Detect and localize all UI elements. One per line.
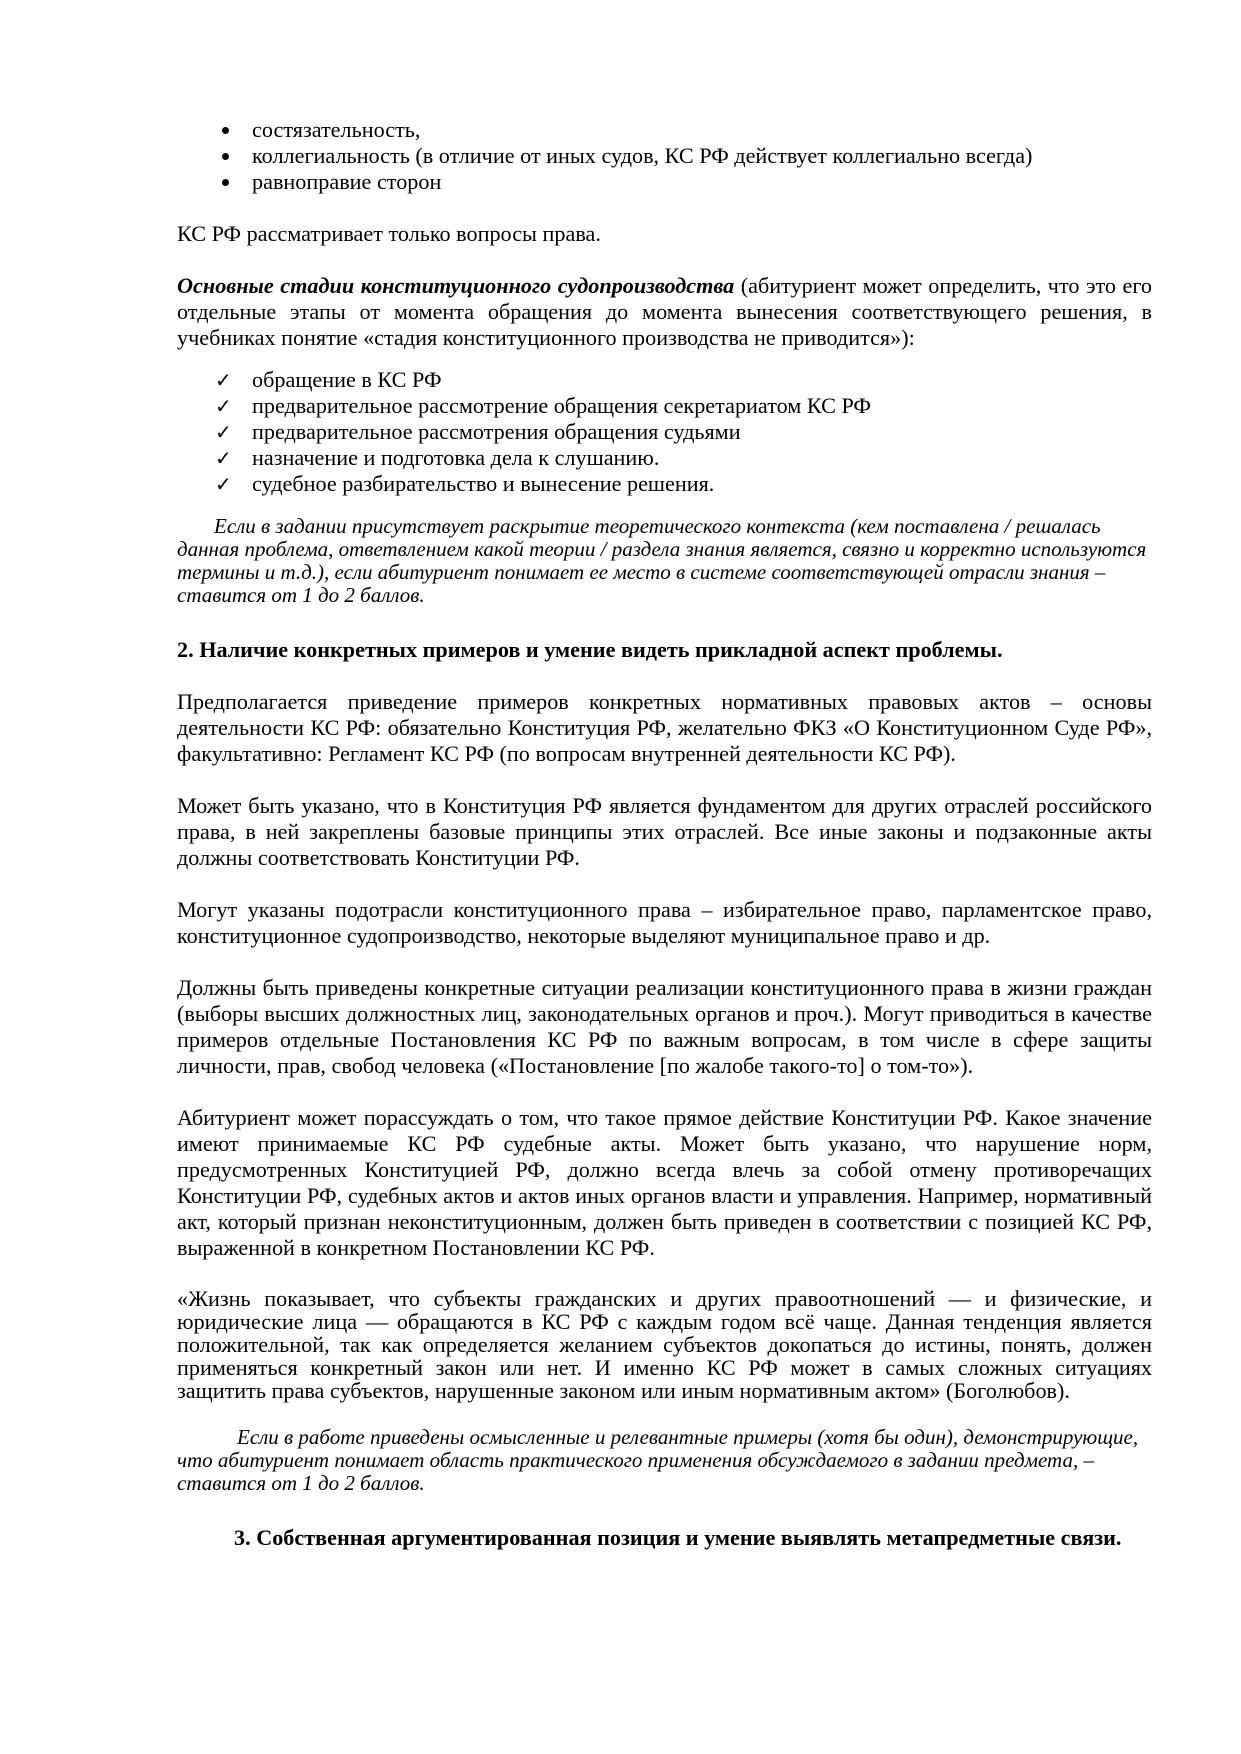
paragraph-only-law: КС РФ рассматривает только вопросы права.	[177, 221, 601, 246]
paragraph: Может быть указано, что в Конституция РФ является фундаментом для других отраслей российского права, в ней закреплены базовые принципы этих отраслей. Все иные законы и подзаконные акты должны соответствовать Конституции РФ.	[177, 793, 1152, 870]
list-item	[177, 445, 1152, 471]
paragraph: Могут указаны подотрасли конституционного права – избирательное право, парламентское право, конституционное судопроизводство, некоторые выделяют муниципальное право и др.	[177, 897, 1152, 948]
stages-list	[177, 367, 1152, 497]
list-item	[177, 169, 1152, 195]
section-heading-3: 3. Собственная аргументированная позиция и умение выявлять метапредметные связи.	[234, 1525, 1122, 1550]
list-item	[177, 143, 1152, 169]
document-body	[177, 117, 1152, 1551]
list-item	[177, 471, 1152, 497]
list-item	[177, 419, 1152, 445]
checkmark-icon: ✓	[215, 394, 232, 418]
quote-paragraph: «Жизнь показывает, что субъекты гражданских и других правоотношений — и физические, и юридические лица — обращаются в КС РФ с каждым годом всё чаще. Данная тенденция является положительной, так как определяется желанием субъектов докопаться до истины, понять, должен применяться конкретный закон или нет. И именно КС РФ может в самых сложных ситуациях защитить права субъектов, нарушенные законом или иным нормативным актом» (Боголюбов).	[177, 1286, 1152, 1403]
list-item-text: равноправие сторон	[252, 169, 442, 194]
list-item	[177, 393, 1152, 419]
list-item	[177, 117, 1152, 143]
checkmark-icon: ✓	[215, 368, 232, 392]
list-item-text: предварительное рассмотрение обращения секретариатом КС РФ	[252, 393, 871, 418]
stages-intro-text: (абитуриент может определить, что это его отдельные этапы от момента обращения до момента вынесения соответствующего решения, в учебниках понятие «стадия конституционного производства не приводится»):	[177, 273, 1152, 350]
checkmark-icon: ✓	[215, 420, 232, 444]
scoring-note-2: Если в работе приведены осмысленные и релевантные примеры (хотя бы один), демонстрирующие, что абитуриент понимает область практического применения обсуждаемого в задании предмета, – ставится от 1 до 2 баллов.	[177, 1425, 1139, 1495]
paragraph: Предполагается приведение примеров конкретных нормативных правовых актов – основы деятельности КС РФ: обязательно Конституция РФ, желательно ФКЗ «О Конституционном Суде РФ», факультативно: Регламент КС РФ (по вопросам внутренней деятельности КС РФ).	[177, 689, 1152, 766]
list-item-text: назначение и подготовка дела к слушанию.	[252, 445, 660, 470]
scoring-note-1: Если в задании присутствует раскрытие теоретического контекста (кем поставлена / решалась данная проблема, ответвлением какой теории / раздела знания является, связно и корректно используются термины и т.д.), если абитуриент понимает ее место в системе соответствующей отрасли знания – ставится от 1 до 2 баллов.	[177, 514, 1147, 607]
bullet-icon	[222, 179, 229, 186]
bullet-icon	[222, 127, 229, 134]
stages-title: Основные стадии конституционного судопроизводства	[177, 273, 735, 298]
list-item-text: предварительное рассмотрения обращения судьями	[252, 419, 741, 444]
section-heading-2: 2. Наличие конкретных примеров и умение видеть прикладной аспект проблемы.	[177, 637, 1003, 662]
checkmark-icon: ✓	[215, 472, 232, 496]
bullet-icon	[222, 153, 229, 160]
paragraph: Должны быть приведены конкретные ситуации реализации конституционного права в жизни граждан (выборы высших должностных лиц, законодательных органов и проч.). Могут приводиться в качестве примеров отдельные Постановления КС РФ по важным вопросам, в том числе в сфере защиты личности, прав, свобод человека («Постановление [по жалобе такого-то] о том-то»).	[177, 975, 1152, 1078]
paragraph: Абитуриент может порассуждать о том, что такое прямое действие Конституции РФ. Какое значение имеют принимаемые КС РФ судебные акты. Может быть указано, что нарушение норм, предусмотренных Конституцией РФ, должно всегда влечь за собой отмену противоречащих Конституции РФ, судебных актов и актов иных органов власти и управления. Например, нормативный акт, который признан неконституционным, должен быть приведен в соответствии с позицией КС РФ, выраженной в конкретном Постановлении КС РФ.	[177, 1105, 1152, 1260]
list-item-text: обращение в КС РФ	[252, 367, 442, 392]
list-item-text: коллегиальность (в отличие от иных судов, КС РФ действует коллегиально всегда)	[252, 143, 1033, 168]
list-item-text: состязательность,	[252, 117, 421, 142]
list-item-text: судебное разбирательство и вынесение решения.	[252, 471, 715, 496]
paragraph-stages-intro	[177, 273, 1152, 351]
checkmark-icon: ✓	[215, 446, 232, 470]
list-item	[177, 367, 1152, 393]
principles-list	[177, 117, 1152, 195]
